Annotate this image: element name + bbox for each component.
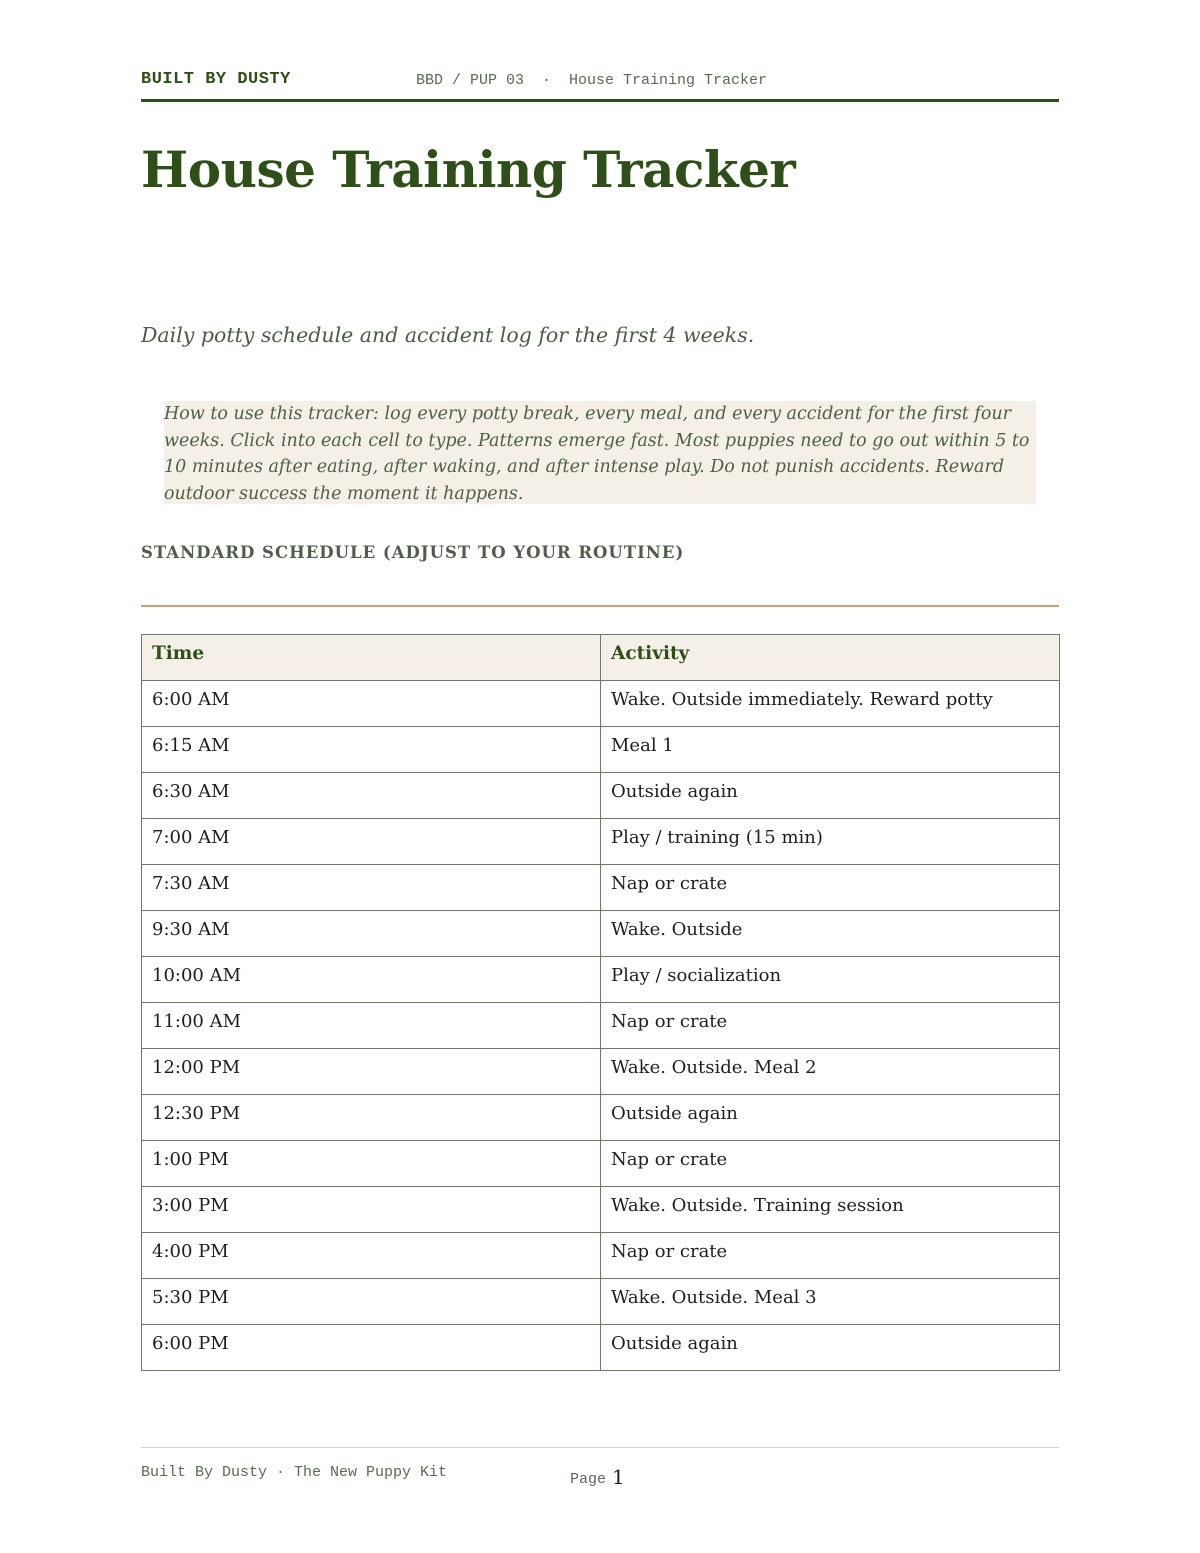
instructions-note bbox=[164, 401, 1036, 504]
table-row bbox=[142, 865, 1060, 911]
footer-page bbox=[570, 1464, 625, 1488]
footer-divider bbox=[141, 1447, 1059, 1448]
activity-cell[interactable]: Play / socialization bbox=[601, 957, 1060, 1003]
table-row bbox=[142, 1325, 1060, 1371]
activity-cell[interactable]: Wake. Outside. Training session bbox=[601, 1187, 1060, 1233]
activity-cell[interactable]: Nap or crate bbox=[601, 865, 1060, 911]
time-cell[interactable]: 7:00 AM bbox=[142, 819, 601, 865]
time-cell[interactable]: 6:15 AM bbox=[142, 727, 601, 773]
column-header-activity: Activity bbox=[601, 635, 1060, 681]
table-row bbox=[142, 681, 1060, 727]
activity-cell[interactable]: Meal 1 bbox=[601, 727, 1060, 773]
time-cell[interactable]: 3:00 PM bbox=[142, 1187, 601, 1233]
table-row bbox=[142, 1187, 1060, 1233]
time-cell[interactable]: 4:00 PM bbox=[142, 1233, 601, 1279]
activity-cell[interactable]: Wake. Outside. Meal 2 bbox=[601, 1049, 1060, 1095]
page-title: House Training Tracker bbox=[141, 140, 796, 199]
activity-cell[interactable]: Wake. Outside immediately. Reward potty bbox=[601, 681, 1060, 727]
table-row bbox=[142, 1141, 1060, 1187]
activity-cell[interactable]: Outside again bbox=[601, 1325, 1060, 1371]
header-brand: BUILT BY DUSTY bbox=[141, 70, 291, 89]
document-page bbox=[141, 0, 1059, 1553]
activity-cell[interactable]: Nap or crate bbox=[601, 1003, 1060, 1049]
time-cell[interactable]: 1:00 PM bbox=[142, 1141, 601, 1187]
footer-credit: Built By Dusty · The New Puppy Kit bbox=[141, 1464, 448, 1481]
time-cell[interactable]: 12:30 PM bbox=[142, 1095, 601, 1141]
time-cell[interactable]: 6:30 AM bbox=[142, 773, 601, 819]
table-row bbox=[142, 727, 1060, 773]
time-cell[interactable]: 10:00 AM bbox=[142, 957, 601, 1003]
activity-cell[interactable]: Wake. Outside. Meal 3 bbox=[601, 1279, 1060, 1325]
schedule-table bbox=[141, 634, 1060, 1371]
table-row bbox=[142, 819, 1060, 865]
table-row bbox=[142, 1049, 1060, 1095]
section-heading: STANDARD SCHEDULE (ADJUST TO YOUR ROUTINE) bbox=[141, 543, 685, 562]
activity-cell[interactable]: Nap or crate bbox=[601, 1233, 1060, 1279]
activity-cell[interactable]: Play / training (15 min) bbox=[601, 819, 1060, 865]
page-number: 1 bbox=[612, 1465, 625, 1489]
time-cell[interactable]: 7:30 AM bbox=[142, 865, 601, 911]
time-cell[interactable]: 5:30 PM bbox=[142, 1279, 601, 1325]
section-divider bbox=[141, 605, 1059, 607]
time-cell[interactable]: 9:30 AM bbox=[142, 911, 601, 957]
table-row bbox=[142, 773, 1060, 819]
time-cell[interactable]: 12:00 PM bbox=[142, 1049, 601, 1095]
activity-cell[interactable]: Nap or crate bbox=[601, 1141, 1060, 1187]
header-meta: BBD / PUP 03 · House Training Tracker bbox=[416, 72, 768, 89]
time-cell[interactable]: 11:00 AM bbox=[142, 1003, 601, 1049]
activity-cell[interactable]: Outside again bbox=[601, 773, 1060, 819]
table-header-row bbox=[142, 635, 1060, 681]
column-header-time: Time bbox=[142, 635, 601, 681]
running-header bbox=[141, 66, 1059, 102]
page-subtitle: Daily potty schedule and accident log for the first 4 weeks. bbox=[141, 323, 755, 347]
page-label: Page bbox=[570, 1471, 607, 1488]
time-cell[interactable]: 6:00 AM bbox=[142, 681, 601, 727]
time-cell[interactable]: 6:00 PM bbox=[142, 1325, 601, 1371]
table-row bbox=[142, 911, 1060, 957]
table-row bbox=[142, 1279, 1060, 1325]
table-row bbox=[142, 1095, 1060, 1141]
activity-cell[interactable]: Wake. Outside bbox=[601, 911, 1060, 957]
instructions-text: How to use this tracker: log every potty break, every meal, and every accident for the first four weeks. Click into each cell to type. Patterns emerge fast. Most puppies need to go out within 5 to 10 minutes after eating, after waking, and after intense play. Do not punish accidents. Reward outdoor success the moment it happens. bbox=[164, 404, 1030, 504]
table-row bbox=[142, 1233, 1060, 1279]
activity-cell[interactable]: Outside again bbox=[601, 1095, 1060, 1141]
table-row bbox=[142, 1003, 1060, 1049]
table-row bbox=[142, 957, 1060, 1003]
